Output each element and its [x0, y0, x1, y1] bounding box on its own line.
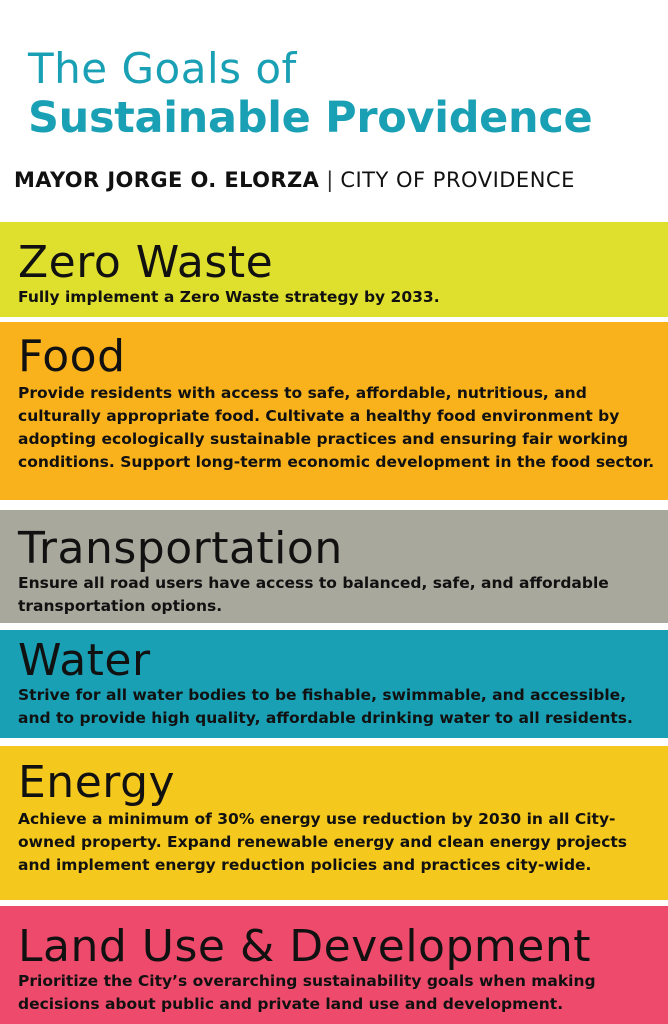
goal-description: Provide residents with access to safe, affordable, nutritious, and culturally appropriate food. Cultivate a healthy food environment by adopting ecologically sustainable practices and ensuring fair working conditions. Support long-term economic development in the food sector. — [18, 384, 655, 471]
goal-zero-waste — [0, 222, 668, 317]
goal-transportation — [0, 510, 668, 623]
goal-title: Energy — [18, 757, 176, 808]
goal-energy — [0, 746, 668, 900]
page-title-line-1: The Goals of — [28, 44, 297, 93]
goal-title: Zero Waste — [18, 237, 274, 288]
goal-description: Prioritize the City’s overarching sustainability goals when making decisions about public and private land use and development. — [18, 972, 596, 1013]
header — [0, 0, 668, 220]
goal-description: Ensure all road users have access to balanced, safe, and affordable transportation options. — [18, 574, 609, 615]
subtitle — [14, 166, 575, 194]
goal-title: Water — [18, 635, 151, 686]
goal-description: Fully implement a Zero Waste strategy by 2033. — [18, 288, 440, 306]
goal-land-use — [0, 906, 668, 1024]
goal-title: Land Use & Development — [18, 921, 591, 972]
goal-description: Strive for all water bodies to be fishable, swimmable, and accessible, and to provide high quality, affordable drinking water to all residents. — [18, 686, 633, 727]
goal-water — [0, 630, 668, 738]
goal-description: Achieve a minimum of 30% energy use reduction by 2030 in all City-owned property. Expand renewable energy and clean energy projects and implement energy reduction policies and practices city-wide. — [18, 810, 628, 874]
page-title-line-2: Sustainable Providence — [28, 93, 593, 143]
subtitle-separator: | — [326, 168, 334, 192]
goal-title: Food — [18, 331, 126, 382]
goal-title: Transportation — [18, 523, 343, 574]
mayor-name: MAYOR JORGE O. ELORZA — [14, 168, 320, 192]
goal-food — [0, 322, 668, 500]
city-name: CITY OF PROVIDENCE — [340, 168, 575, 192]
